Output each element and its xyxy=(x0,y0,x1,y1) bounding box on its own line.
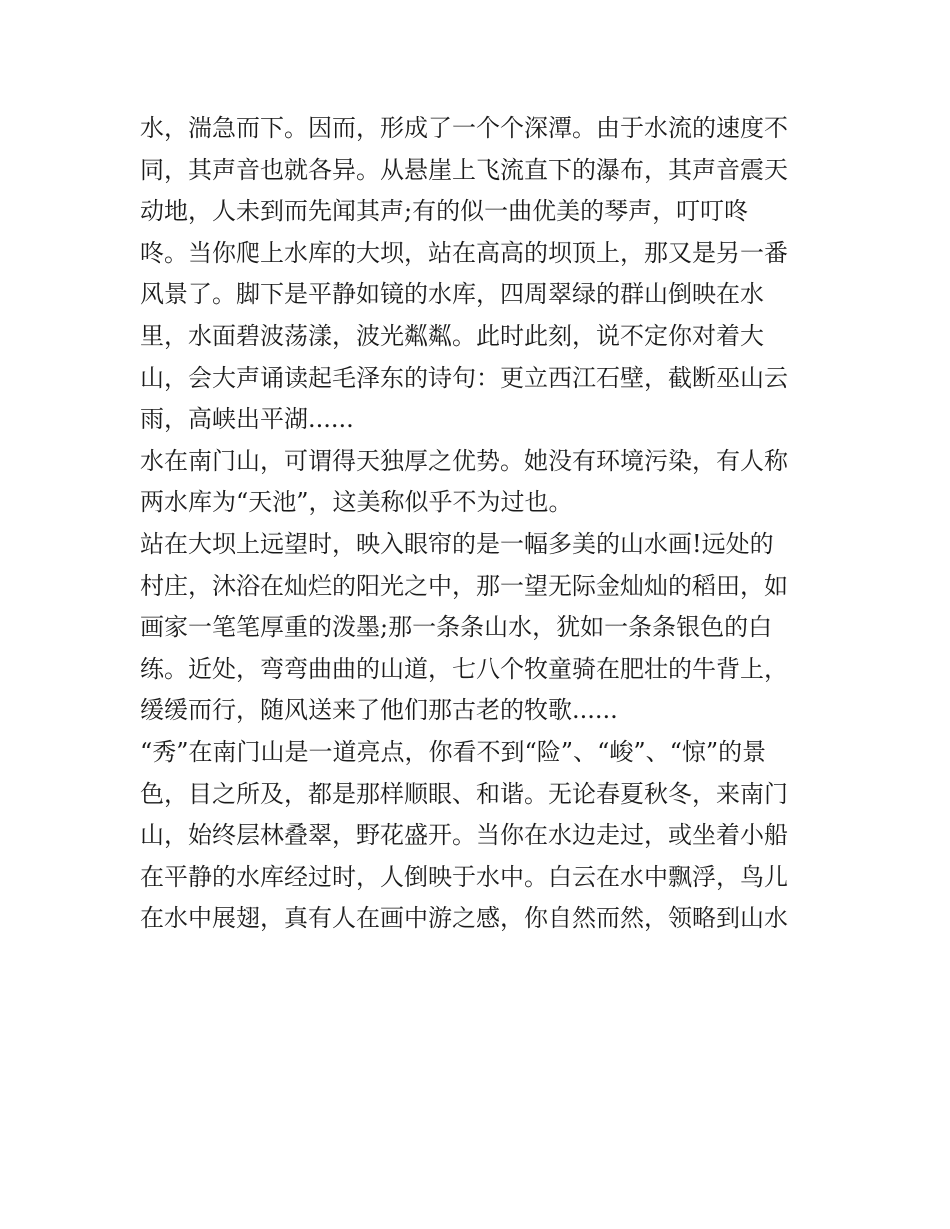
text-line: 水，湍急而下。因而，形成了一个个深潭。由于水流的速度不 xyxy=(140,114,788,142)
text-line: 在平静的水库经过时，人倒映于水中。白云在水中飘浮，鸟儿 xyxy=(140,862,788,891)
text-line: 咚。当你爬上水库的大坝，站在高高的坝顶上，那又是另一番 xyxy=(140,238,788,267)
text-line: 山，始终层林叠翠，野花盛开。当你在水边走过，或坐着小船 xyxy=(140,821,788,850)
text-line: 水在南门山，可谓得天独厚之优势。她没有环境污染，有人称 xyxy=(140,446,788,475)
text-line: 画家一笔笔厚重的泼墨;那一条条山水，犹如一条条银色的白 xyxy=(140,613,773,642)
text-line: 同，其声音也就各异。从悬崖上飞流直下的瀑布，其声音震天 xyxy=(140,155,788,184)
text-line: 在水中展翅，真有人在画中游之感，你自然而然，领略到山水 xyxy=(140,904,788,933)
text-line: 色，目之所及，都是那样顺眼、和谐。无论春夏秋冬，来南门 xyxy=(140,779,788,808)
body-text xyxy=(140,108,820,940)
text-line: 里，水面碧波荡漾，波光粼粼。此时此刻，说不定你对着大 xyxy=(140,321,764,350)
text-line: “秀”在南门山是一道亮点，你看不到“险”、“峻”、“惊”的景 xyxy=(140,737,767,766)
text-line: 风景了。脚下是平静如镜的水库，四周翠绿的群山倒映在水 xyxy=(140,280,764,309)
text-line: 动地，人未到而先闻其声;有的似一曲优美的琴声，叮叮咚 xyxy=(140,197,749,226)
text-line: 练。近处，弯弯曲曲的山道，七八个牧童骑在肥壮的牛背上， xyxy=(140,654,788,683)
text-line: 站在大坝上远望时，映入眼帘的是一幅多美的山水画!远处的 xyxy=(140,529,774,558)
text-line: 雨，高峡出平湖...... xyxy=(140,405,354,434)
text-line: 缓缓而行，随风送来了他们那古老的牧歌...... xyxy=(140,696,618,725)
text-line: 山，会大声诵读起毛泽东的诗句：更立西江石壁，截断巫山云 xyxy=(140,363,788,392)
text-line: 两水库为“天池”，这美称似乎不为过也。 xyxy=(140,488,573,517)
text-line: 村庄，沐浴在灿烂的阳光之中，那一望无际金灿灿的稻田，如 xyxy=(140,571,788,600)
